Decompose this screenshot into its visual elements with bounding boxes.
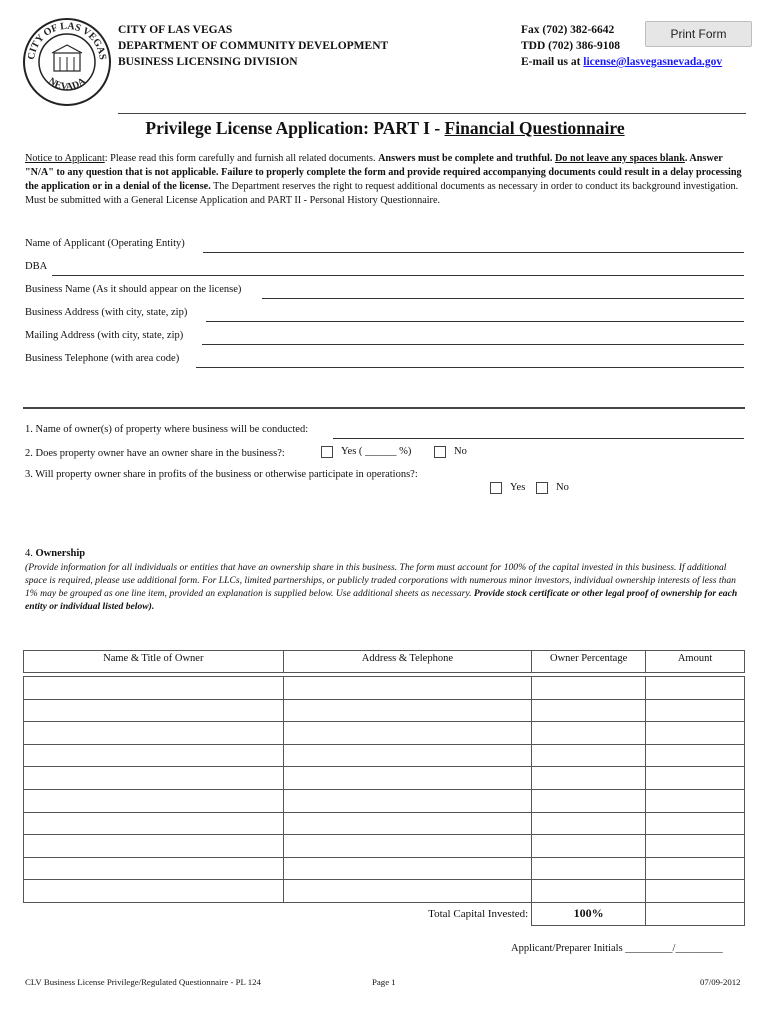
column-header-amount: Amount [646,651,745,673]
header-fax: Fax (702) 382-6642 [521,24,615,36]
footer-page-number: Page 1 [372,977,396,987]
header-tdd: TDD (702) 386-9108 [521,40,621,52]
q2-yes-label: Yes ( ______ %) [341,446,412,457]
dba-input[interactable] [52,275,744,276]
mailing-address-label: Mailing Address (with city, state, zip) [25,330,184,341]
q3-no-checkbox[interactable] [536,482,548,494]
question-1: 1. Name of owner(s) of property where business will be conducted: [25,424,309,435]
ownership-heading: 4. Ownership [25,548,86,559]
svg-text:NEVADA: NEVADA [46,75,88,93]
telephone-input[interactable] [196,367,744,368]
page-title: Privilege License Application: PART I - Financial Questionnaire [145,118,625,138]
table-row [24,744,745,767]
q3-yes-checkbox[interactable] [490,482,502,494]
q3-no-label: No [556,482,569,493]
footer-form-id: CLV Business License Privilege/Regulated Questionnaire - PL 124 [25,977,261,987]
notice-to-applicant: Notice to Applicant: Please read this form carefully and furnish all related documents. Answers must be complete and truthful. Do not leave any spaces blank. Answer "N/A" to any question that is not applicable. Failure to properly complete the form and provide required accompanying documents could result in a delay processing the application or in a denial of the license. The Department reserves the right to request additional documents as necessary in order to conduct its background investigation. Must be submitted with a General License Application and PART II - Personal History Questionnaire. [25,153,742,206]
q2-yes-checkbox[interactable] [321,446,333,458]
business-name-input[interactable] [262,298,744,299]
q2-no-label: No [454,446,467,457]
applicant-input[interactable] [203,252,744,253]
column-header-percentage: Owner Percentage [532,651,646,673]
business-address-label: Business Address (with city, state, zip) [25,307,188,318]
table-row [24,880,745,903]
section-divider [23,407,745,409]
q3-yes-label: Yes [510,482,526,493]
table-row [24,857,745,880]
mailing-address-input[interactable] [202,344,744,345]
table-row [24,789,745,812]
dba-label: DBA [25,261,48,272]
total-amount-input[interactable] [646,902,745,925]
print-form-button[interactable]: Print Form [645,21,752,47]
header-email-line: E-mail us at license@lasvegasnevada.gov [521,56,723,68]
table-row [24,722,745,745]
applicant-initials: Applicant/Preparer Initials _________/_________ [511,943,723,954]
business-address-input[interactable] [206,321,744,322]
business-name-label: Business Name (As it should appear on the license) [25,284,242,295]
total-percentage: 100% [532,902,646,925]
table-row [24,699,745,722]
header-city: CITY OF LAS VEGAS [118,24,233,36]
q2-no-checkbox[interactable] [434,446,446,458]
table-row [24,812,745,835]
table-row [24,677,745,700]
column-header-address: Address & Telephone [283,651,532,673]
question-1-input[interactable] [333,438,744,439]
header-division: BUSINESS LICENSING DIVISION [118,56,298,68]
header-department: DEPARTMENT OF COMMUNITY DEVELOPMENT [118,40,389,52]
column-header-name: Name & Title of Owner [24,651,284,673]
table-row [24,835,745,858]
table-row [24,767,745,790]
total-row [24,902,745,925]
applicant-label: Name of Applicant (Operating Entity) [25,238,185,249]
telephone-label: Business Telephone (with area code) [25,353,180,364]
svg-text:CITY OF LAS VEGAS: CITY OF LAS VEGAS [25,20,108,61]
question-3: 3. Will property owner share in profits of the business or otherwise participate in operations?: [25,469,418,480]
ownership-table [23,650,745,926]
ownership-instructions: (Provide information for all individuals or entities that have an ownership share in this business. The form must account for 100% of the capital invested in this business. If additional space is required, please use additional form. For LLCs, limited partnerships, or publicly traded corporations with numerous minor investors, individual ownership interests of less than 1% may be grouped as one line item, provided an explanation is supplied below. Use additional sheets as necessary. Provide stock certificate or other legal proof of ownership for each entity or individual listed below). [25,562,738,612]
footer-date: 07/09-2012 [700,977,741,987]
question-2: 2. Does property owner have an owner share in the business?: [25,448,285,459]
ownership-header-row [24,651,745,673]
city-seal-logo [22,17,112,107]
total-label: Total Capital Invested: [24,902,532,925]
email-link[interactable]: license@lasvegasnevada.gov [583,56,723,68]
